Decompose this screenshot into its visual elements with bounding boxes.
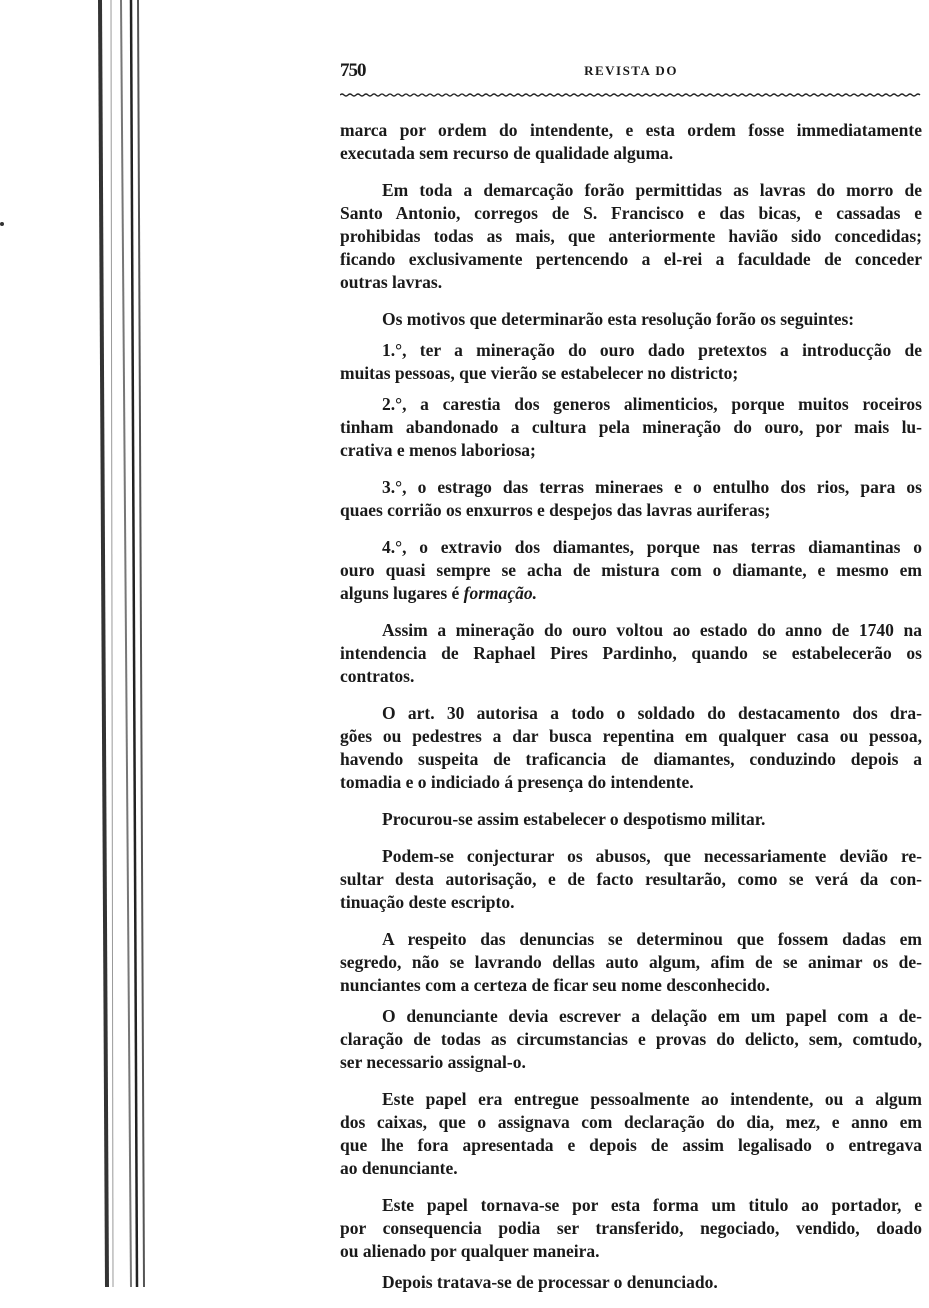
line-text: marca por ordem do intendente, e esta ordem fosse immediatamente bbox=[340, 120, 922, 140]
line-text: quaes corrião os enxurros e despejos das lavras auriferas; bbox=[340, 500, 771, 520]
text-line bbox=[340, 845, 922, 868]
text-line bbox=[340, 702, 922, 725]
line-text: ouro quasi sempre se acha de mistura com o diamante, e mesmo em bbox=[340, 560, 922, 580]
line-text: tomadia e o indiciado á presença do intendente. bbox=[340, 772, 694, 792]
line-text: Os motivos que determinarão esta resolução forão os seguintes: bbox=[382, 309, 855, 329]
paragraph bbox=[340, 619, 922, 688]
text-line bbox=[340, 202, 922, 225]
line-text: contratos. bbox=[340, 666, 415, 686]
page-number: 750 bbox=[340, 60, 366, 81]
text-line bbox=[340, 665, 922, 688]
text-line bbox=[340, 725, 922, 748]
line-text: executada sem recurso de qualidade alguma. bbox=[340, 143, 674, 163]
text-line bbox=[340, 439, 922, 462]
line-text: claração de todas as circumstancias e provas do delicto, sem, comtudo, bbox=[340, 1029, 922, 1049]
line-text: alguns lugares é bbox=[340, 583, 464, 603]
text-line bbox=[340, 476, 922, 499]
text-line bbox=[340, 416, 922, 439]
line-text: que lhe fora apresentada e depois de assim legalisado o entregava bbox=[340, 1135, 922, 1155]
line-text: outras lavras. bbox=[340, 272, 443, 292]
line-text: ser necessario assignal-o. bbox=[340, 1052, 526, 1072]
line-text: havendo suspeita de traficancia de diamantes, conduzindo depois a bbox=[340, 749, 922, 769]
text-line bbox=[340, 1111, 922, 1134]
line-text: tinuação deste escripto. bbox=[340, 892, 515, 912]
header-rule bbox=[340, 93, 922, 97]
text-line bbox=[340, 1051, 922, 1074]
paragraph bbox=[340, 179, 922, 294]
text-line bbox=[340, 642, 922, 665]
paragraph bbox=[340, 476, 922, 522]
text-line bbox=[340, 951, 922, 974]
book-binding-edge bbox=[0, 0, 200, 1287]
paragraph bbox=[340, 536, 922, 605]
text-line bbox=[340, 928, 922, 951]
line-text: O art. 30 autorisa a todo o soldado do destacamento dos dra- bbox=[382, 703, 922, 723]
text-line bbox=[340, 271, 922, 294]
line-text: 3.°, o estrago das terras mineraes e o entulho dos rios, para os bbox=[382, 477, 922, 497]
line-text: Este papel tornava-se por esta forma um titulo ao portador, e bbox=[382, 1195, 922, 1215]
line-text: O denunciante devia escrever a delação em um papel com a de- bbox=[382, 1006, 922, 1026]
paragraph bbox=[340, 339, 922, 385]
line-text: por consequencia podia ser transferido, negociado, vendido, doado bbox=[340, 1218, 922, 1238]
text-line bbox=[340, 619, 922, 642]
line-text: ao denunciante. bbox=[340, 1158, 458, 1178]
text-line bbox=[340, 179, 922, 202]
text-line bbox=[340, 1271, 922, 1294]
paragraph bbox=[340, 1005, 922, 1074]
text-line bbox=[340, 1194, 922, 1217]
text-line bbox=[340, 1088, 922, 1111]
line-text: segredo, não se lavrando dellas auto algum, afim de se animar os de- bbox=[340, 952, 922, 972]
paragraph bbox=[340, 119, 922, 165]
text-line bbox=[340, 1028, 922, 1051]
text-line bbox=[340, 536, 922, 559]
line-text: intendencia de Raphael Pires Pardinho, quando se estabelecerão os bbox=[340, 643, 922, 663]
italic-text: formação. bbox=[463, 583, 538, 603]
text-line bbox=[340, 771, 922, 794]
page-body-text bbox=[340, 119, 922, 1308]
text-line bbox=[340, 1157, 922, 1180]
line-text: sultar desta autorisação, e de facto resultarão, como se verá da con- bbox=[340, 869, 922, 889]
text-line bbox=[340, 393, 922, 416]
text-line bbox=[340, 891, 922, 914]
line-text: A respeito das denuncias se determinou que fossem dadas em bbox=[382, 929, 922, 949]
text-line bbox=[340, 868, 922, 891]
text-line bbox=[340, 559, 922, 582]
paragraph bbox=[340, 702, 922, 794]
paragraph bbox=[340, 1271, 922, 1294]
line-text: Em toda a demarcação forão permittidas as lavras do morro de bbox=[382, 180, 922, 200]
text-line bbox=[340, 142, 922, 165]
paragraph bbox=[340, 845, 922, 914]
paragraph bbox=[340, 393, 922, 462]
line-text: ou alienado por qualquer maneira. bbox=[340, 1241, 600, 1261]
line-text: Procurou-se assim estabelecer o despotismo militar. bbox=[382, 809, 766, 829]
text-line bbox=[340, 1217, 922, 1240]
line-text: nunciantes com a certeza de ficar seu nome desconhecido. bbox=[340, 975, 770, 995]
line-text: crativa e menos laboriosa; bbox=[340, 440, 536, 460]
text-line bbox=[340, 499, 922, 522]
line-text: muitas pessoas, que vierão se estabelecer no districto; bbox=[340, 363, 739, 383]
text-line bbox=[340, 1240, 922, 1263]
paragraph bbox=[340, 308, 922, 331]
running-title: REVISTA DO bbox=[584, 63, 678, 78]
paragraph bbox=[340, 928, 922, 997]
text-line bbox=[340, 582, 922, 605]
paragraph bbox=[340, 1088, 922, 1180]
text-line bbox=[340, 974, 922, 997]
line-text: Podem-se conjecturar os abusos, que necessariamente devião re- bbox=[382, 846, 922, 866]
text-line bbox=[340, 748, 922, 771]
line-text: Depois tratava-se de processar o denunciado. bbox=[382, 1272, 718, 1292]
line-text: 1.°, ter a mineração do ouro dado pretextos a introducção de bbox=[382, 340, 922, 360]
text-line bbox=[340, 225, 922, 248]
line-text: Assim a mineração do ouro voltou ao estado do anno de 1740 na bbox=[382, 620, 922, 640]
text-line bbox=[340, 339, 922, 362]
text-line bbox=[340, 1005, 922, 1028]
line-text: ficando exclusivamente pertencendo a el-rei a faculdade de conceder bbox=[340, 249, 922, 269]
paragraph bbox=[340, 808, 922, 831]
line-text: Este papel era entregue pessoalmente ao intendente, ou a algum bbox=[382, 1089, 922, 1109]
text-line bbox=[340, 1134, 922, 1157]
text-line bbox=[340, 362, 922, 385]
line-text: gões ou pedestres a dar busca repentina em qualquer casa ou pessoa, bbox=[340, 726, 922, 746]
paragraph bbox=[340, 1194, 922, 1263]
line-text: 2.°, a carestia dos generos alimenticios, porque muitos roceiros bbox=[382, 394, 922, 414]
text-line bbox=[340, 248, 922, 271]
line-text: Santo Antonio, corregos de S. Francisco e das bicas, e cassadas e bbox=[340, 203, 922, 223]
line-text: tinham abandonado a cultura pela mineração do ouro, por mais lu- bbox=[340, 417, 922, 437]
text-line bbox=[340, 808, 922, 831]
line-text: prohibidas todas as mais, que anteriormente havião sido concedidas; bbox=[340, 226, 922, 246]
text-line bbox=[340, 119, 922, 142]
text-line bbox=[340, 308, 922, 331]
line-text: dos caixas, que o assignava com declaração do dia, mez, e anno em bbox=[340, 1112, 922, 1132]
line-text: 4.°, o extravio dos diamantes, porque nas terras diamantinas o bbox=[382, 537, 922, 557]
page-header bbox=[340, 60, 922, 84]
